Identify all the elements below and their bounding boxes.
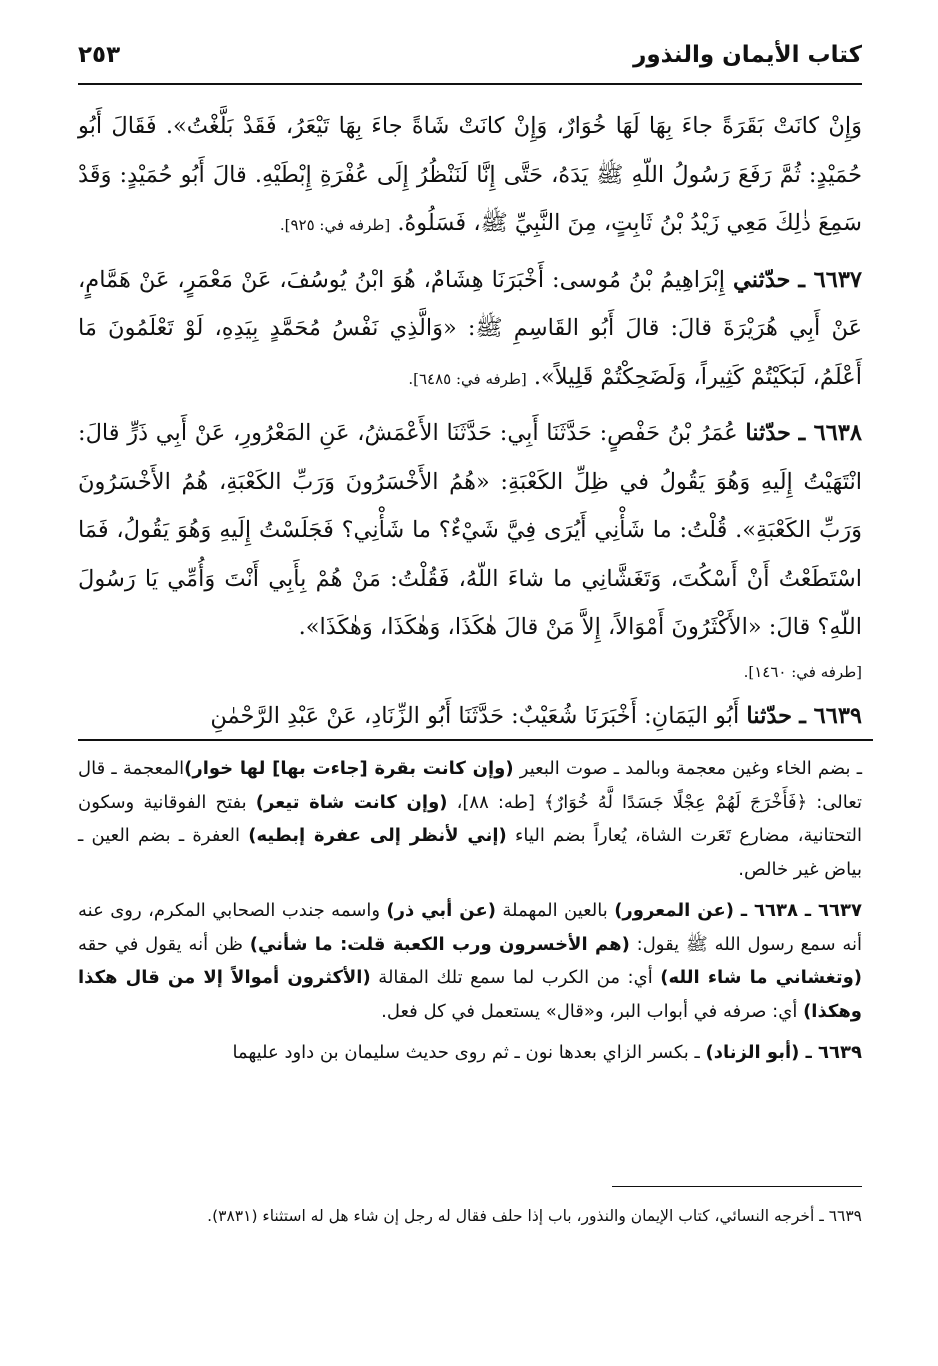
hadith-text: عُمَرُ بْنُ حَفْصٍ: حَدَّثَنَا أَبِي: حَدَّثَنَا الأَعْمَشُ، عَنِ المَعْرُورِ، عَنْ أَبِي ذَرٍّ قالَ: انْتَهَيْتُ إِلَيهِ وَهُوَ يَقُولُ في ظِلِّ الكَعْبَةِ: «هُمُ الأَخْسَرُونَ وَرَبِّ الكَعْبَةِ، هُمُ الأَخْسَرُونَ وَرَبِّ الكَعْبَةِ». قُلْتُ: ما شَأْنِي أَيُرَى فِيَّ شَيْءٌ؟ ما شَأْنِي؟ فَجَلَسْتُ إِلَيهِ وَهُوَ يَقُولُ، فَمَا اسْتَطَعْتُ أَنْ أَسْكُتَ، وَتَغَشَّانِي ما شاءَ اللّهُ، فَقُلْتُ: مَنْ هُمْ بِأَبِي أَنْتَ وَأُمِّي يَا رَسُولَ اللّهِ؟ قالَ: «الأَكْثَرُونَ أَمْوَالاً، إِلاَّ مَنْ قالَ هٰكَذَا، وَهٰكَذَا، وَهٰكَذَا». — [78, 420, 862, 640]
header-rule — [78, 83, 862, 85]
commentary-separator — [78, 739, 873, 741]
hadith-6637 — [78, 256, 862, 404]
commentary-text: بفتح الفوقانية وسكون التحتانية، مضارع تَعَرت الشاة، يُعاراً بضم الياء — [78, 791, 863, 846]
book-title: كتاب الأيمان والنذور — [633, 42, 862, 68]
commentary-number: ٦٦٣٧ ـ ٦٦٣٨ ـ — [733, 900, 862, 921]
page-number: ٢٥٣ — [78, 42, 121, 68]
hadith-lead: حدّثنا — [745, 420, 791, 446]
commentary-quote: (الأكثرون أموالاً إلا من قال هكذا وهكذا) — [78, 967, 862, 1022]
hadith-text: وَإِنْ كانَتْ بَقَرَةً جاءَ بِهَا لَهَا خُوَارٌ، وَإِنْ كانَتْ شَاةً جاءَ بِهَا تَيْعَرُ، فَقَدْ بَلَّغْتُ». فَقَالَ أَبُو حُمَيْدٍ: ثُمَّ رَفَعَ رَسُولُ اللّهِ ﷺ يَدَهُ، حَتَّى إِنَّا لَنَنْظُرُ إِلَى عُفْرَةِ إِبْطَيْهِ. قالَ أَبُو حُمَيْدٍ: وَقَدْ سَمِعَ ذٰلِكَ مَعِي زَيْدُ بْنُ ثَابِتٍ، مِنَ النَّبِيِّ ﷺ، فَسَلُوهُ. — [78, 113, 862, 236]
commentary-number: ٦٦٣٩ ـ — [799, 1042, 862, 1063]
commentary-quote: (وإن كانت بقرة [جاءت بها] لها خوار) — [184, 758, 514, 779]
hadith-lead: حدّثني — [732, 266, 791, 293]
commentary-quote: (عن أبي ذر) — [386, 900, 496, 921]
hadith-text: إِبْرَاهِيمُ بْنُ مُوسى: أَخْبَرَنَا هِشَامٌ، هُوَ ابْنُ يُوسُفَ، عَنْ مَعْمَرٍ، عَنْ هَمَّامٍ، عَنْ أَبِي هُرَيْرَةَ قالَ: قالَ أَبُو القَاسِمِ ﷺ: «وَالَّذِي نَفْسُ مُحَمَّدٍ بِيَدِهِ، لَوْ تَعْلَمُونَ مَا أَعْلَمُ، لَبَكَيْتُمْ كَثِيراً، وَلَضَحِكْتُمْ قَلِيلاً». — [78, 266, 862, 390]
commentary-text: المعجمة ـ قال تعالى: ﴿فَأَخْرَجَ لَهُمْ عِجْلًا جَسَدًا لَّهُ خُوَارٌ﴾ [طه: ٨٨]، — [78, 758, 862, 813]
hadith-number: ٦٦٣٨ ـ — [798, 420, 862, 446]
footnote-text: ٦٦٣٩ ـ أخرجه النسائي، كتاب الإيمان والنذور، باب إذا حلف فقال له رجل إن شاء هل له استثناء (٣٨٣١). — [207, 1207, 862, 1225]
commentary-text: ظن أنه يقول في حقه — [78, 933, 250, 955]
footnote — [78, 1198, 862, 1234]
main-text — [78, 102, 862, 740]
commentary-quote: (أبو الزناد) — [705, 1042, 800, 1063]
hadith-number: ٦٦٣٧ ـ — [798, 266, 862, 293]
hadith-continuation — [78, 102, 862, 250]
commentary-text: أي: صرفه في أبواب البر، و«قال» يستعمل في كل فعل. — [381, 1000, 804, 1022]
commentary-text: أي: من الكرب لما سمع تلك المقالة — [370, 967, 661, 988]
commentary-text: بالعين المهملة — [495, 900, 615, 921]
hadith-text: أَبُو اليَمَانِ: أَخْبَرَنَا شُعَيْبٌ: حَدَّثَنَا أَبُو الزِّنَادِ، عَنْ عَبْدِ الرَّحْمٰنِ — [210, 702, 740, 729]
commentary-text: ـ بكسر الزاي بعدها نون ـ ثم روى حديث سليمان بن داود عليهما — [232, 1042, 706, 1063]
commentary — [78, 752, 862, 1070]
commentary-quote: (وتغشاني ما شاء الله) — [660, 967, 862, 988]
cross-reference: [طرفه في: ١٤٦٠]. — [743, 662, 862, 681]
commentary-quote: (وإن كانت شاة تيعر) — [255, 791, 448, 813]
hadith-number: ٦٦٣٩ ـ — [799, 702, 862, 729]
commentary-paragraph — [78, 1036, 862, 1070]
page-header — [78, 36, 862, 86]
commentary-quote: (هم الأخسرون ورب الكعبة قلت: ما شأني) — [249, 933, 630, 955]
hadith-6639 — [78, 692, 862, 741]
commentary-paragraph — [78, 752, 862, 886]
hadith-lead: حدّثنا — [746, 702, 793, 729]
hadith-6638 — [78, 409, 862, 652]
commentary-quote: (إني لأنظر إلى عفرة إبطيه) — [248, 825, 507, 846]
commentary-text: العفرة ـ بضم العين ـ بياض غير خالص. — [78, 825, 862, 880]
cross-reference: [طرفه في: ٦٤٨٥]. — [408, 369, 527, 388]
footnote-separator — [612, 1186, 862, 1187]
commentary-text: واسمه جندب الصحابي المكرم، روى عنه أنه سمع رسول الله ﷺ يقول: — [78, 900, 863, 955]
commentary-quote: (عن المعرور) — [614, 900, 734, 921]
cross-reference: [طرفه في: ٩٢٥]. — [279, 216, 391, 234]
commentary-text: ـ بضم الخاء وغين معجمة وبالمد ـ صوت البعير — [513, 758, 863, 779]
commentary-paragraph — [78, 894, 862, 1028]
